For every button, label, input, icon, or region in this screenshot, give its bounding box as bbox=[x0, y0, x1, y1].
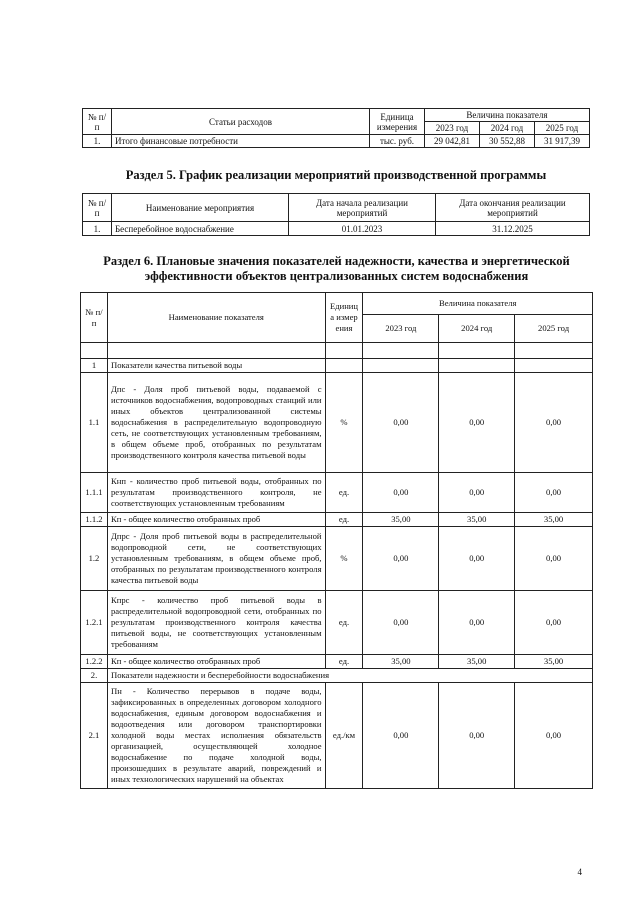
row-value: 0,00 bbox=[439, 683, 515, 789]
page-number: 4 bbox=[577, 867, 582, 877]
row-no: 1.2.1 bbox=[81, 591, 108, 655]
row-unit: ед. bbox=[325, 655, 363, 669]
group-no: 2. bbox=[81, 669, 108, 683]
row-value: 0,00 bbox=[515, 373, 593, 473]
row-name: Дпрс - Доля проб питьевой воды в распределительной водопроводной сети, не соответствующих установленным требованиям, в общем объеме проб, отобранных по результатам производственного контроля качества питьевой воды bbox=[107, 527, 325, 591]
row-no: 2.1 bbox=[81, 683, 108, 789]
row-value: 0,00 bbox=[363, 373, 439, 473]
row-no: 1. bbox=[83, 135, 112, 148]
row-value: 29 042,81 bbox=[425, 135, 480, 148]
col-no-header: № п/п bbox=[81, 293, 108, 343]
col-values-header: Величина показателя bbox=[425, 109, 590, 122]
row-end: 31.12.2025 bbox=[436, 222, 590, 236]
row-value: 35,00 bbox=[363, 655, 439, 669]
schedule-table bbox=[82, 193, 590, 236]
group-row bbox=[81, 669, 593, 683]
group-name: Показатели качества питьевой воды bbox=[107, 359, 325, 373]
row-value: 31 917,39 bbox=[535, 135, 590, 148]
row-value: 0,00 bbox=[363, 683, 439, 789]
col-values-header: Величина показателя bbox=[363, 293, 593, 315]
row-value: 0,00 bbox=[363, 591, 439, 655]
section6-title-line2: эффективности объектов централизованных систем водоснабжения bbox=[144, 269, 529, 283]
row-value: 0,00 bbox=[515, 527, 593, 591]
col-unit-header: Единица измерения bbox=[370, 109, 425, 135]
row-unit: ед. bbox=[325, 591, 363, 655]
row-start: 01.01.2023 bbox=[289, 222, 436, 236]
row-unit: % bbox=[325, 527, 363, 591]
row-value: 0,00 bbox=[439, 473, 515, 513]
col-unit-header: Единица измерения bbox=[325, 293, 363, 343]
row-value: 0,00 bbox=[363, 527, 439, 591]
row-value: 0,00 bbox=[363, 473, 439, 513]
group-name: Показатели надежности и бесперебойности водоснабжения bbox=[107, 669, 592, 683]
row-value: 35,00 bbox=[439, 513, 515, 527]
col-name-header: Наименование мероприятия bbox=[112, 194, 289, 222]
row-value: 35,00 bbox=[439, 655, 515, 669]
row-unit: ед. bbox=[325, 513, 363, 527]
table-row bbox=[81, 655, 593, 669]
group-row bbox=[81, 359, 593, 373]
row-value: 35,00 bbox=[515, 655, 593, 669]
col-start-header: Дата начала реализации мероприятий bbox=[289, 194, 436, 222]
table-row bbox=[81, 591, 593, 655]
row-name: Кпрс - количество проб питьевой воды в распределительной водопроводной сети, отобранных по результатам производственного контроля качества питьевой воды, не соответствующих установленным требованиям bbox=[107, 591, 325, 655]
row-name: Пн - Количество перерывов в подаче воды, зафиксированных в определенных договором холодного водоснабжения, единым договором водоснабжения и водоотведения или договором транспортировки холодной воды местах исполнения обязательств организацией, осуществляющей холодное водоснабжение по подаче холодной воды, произошедших в результате аварий, повреждений и иных технологических нарушений на объектах bbox=[107, 683, 325, 789]
row-no: 1.1.1 bbox=[81, 473, 108, 513]
year-header: 2024 год bbox=[480, 122, 535, 135]
group-no: 1 bbox=[81, 359, 108, 373]
table-row bbox=[81, 373, 593, 473]
row-unit: тыс. руб. bbox=[370, 135, 425, 148]
row-no: 1.1.2 bbox=[81, 513, 108, 527]
section5-title: Раздел 5. График реализации мероприятий производственной программы bbox=[125, 168, 547, 182]
table-row bbox=[81, 683, 593, 789]
row-unit: % bbox=[325, 373, 363, 473]
row-name: Дпс - Доля проб питьевой воды, подаваемой с источников водоснабжения, водопроводных станций или иных объектов централизованной системы водоснабжения в распределительную водопроводную сеть, не соответствующих установленным требованиям, в общем объеме проб, отобранных по результатам производственного контроля качества питьевой воды bbox=[107, 373, 325, 473]
row-value: 35,00 bbox=[363, 513, 439, 527]
row-name: Бесперебойное водоснабжение bbox=[112, 222, 289, 236]
indicators-table bbox=[80, 292, 593, 789]
row-name: Кп - общее количество отобранных проб bbox=[107, 655, 325, 669]
row-unit: ед./км bbox=[325, 683, 363, 789]
table-row bbox=[83, 135, 590, 148]
row-name: Кнп - количество проб питьевой воды, отобранных по результатам производственного контроля, не соответствующих установленным требованиям bbox=[107, 473, 325, 513]
row-value: 0,00 bbox=[439, 373, 515, 473]
section6-title-line1: Раздел 6. Плановые значения показателей надежности, качества и энергетической bbox=[103, 254, 570, 268]
col-item-header: Статьи расходов bbox=[112, 109, 370, 135]
row-value: 0,00 bbox=[515, 473, 593, 513]
row-value: 0,00 bbox=[515, 683, 593, 789]
row-unit: ед. bbox=[325, 473, 363, 513]
row-no: 1. bbox=[83, 222, 112, 236]
year-header: 2023 год bbox=[425, 122, 480, 135]
row-value: 0,00 bbox=[515, 591, 593, 655]
year-header: 2024 год bbox=[439, 315, 515, 343]
year-header: 2023 год bbox=[363, 315, 439, 343]
expenses-table bbox=[82, 108, 590, 148]
table-row bbox=[81, 527, 593, 591]
col-no-header: № п/п bbox=[83, 109, 112, 135]
row-value: 30 552,88 bbox=[480, 135, 535, 148]
row-no: 1.2.2 bbox=[81, 655, 108, 669]
row-value: 35,00 bbox=[515, 513, 593, 527]
col-no-header: № п/п bbox=[83, 194, 112, 222]
table-row bbox=[83, 222, 590, 236]
col-end-header: Дата окончания реализации мероприятий bbox=[436, 194, 590, 222]
year-header: 2025 год bbox=[535, 122, 590, 135]
table-row bbox=[81, 513, 593, 527]
col-name-header: Наименование показателя bbox=[107, 293, 325, 343]
row-no: 1.1 bbox=[81, 373, 108, 473]
spacer-row bbox=[81, 343, 593, 359]
row-item: Итого финансовые потребности bbox=[112, 135, 370, 148]
row-value: 0,00 bbox=[439, 591, 515, 655]
table-row bbox=[81, 473, 593, 513]
row-no: 1.2 bbox=[81, 527, 108, 591]
row-name: Кп - общее количество отобранных проб bbox=[107, 513, 325, 527]
section6-title bbox=[80, 254, 593, 284]
row-value: 0,00 bbox=[439, 527, 515, 591]
year-header: 2025 год bbox=[515, 315, 593, 343]
